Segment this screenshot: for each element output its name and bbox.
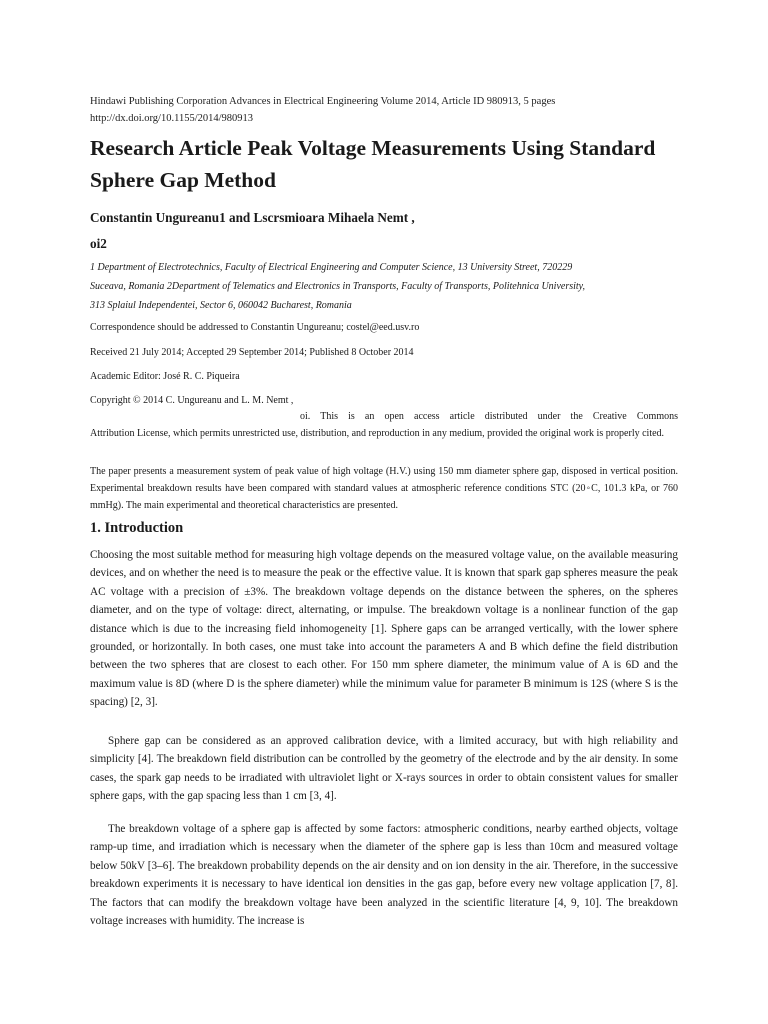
affiliation-line-2: Suceava, Romania 2Department of Telematics and Electronics in Transports, Faculty of Transports, Politehnica University, bbox=[90, 281, 586, 292]
intro-paragraph-3: The breakdown voltage of a sphere gap is affected by some factors: atmospheric conditions, nearby earthed objects, voltage ramp-up time, and irradiation which is necessary when the diameter of the sphere gap is less than 10cm and measured voltage below 50kV [3–6]. The breakdown probability depends on the air density and on ion density in the air. Therefore, in the successive breakdown experiments it is necessary to have identical ion densities in the gas gap, before every new voltage application [7, 8]. The factors that can modify the breakdown voltage have been analyzed in the scientific literature [4, 9, 10]. The breakdown voltage increases with humidity. The increase is bbox=[90, 823, 678, 928]
article-title: Research Article Peak Voltage Measurements Using Standard Sphere Gap Method bbox=[90, 136, 656, 192]
copyright-notice: Copyright © 2014 C. Ungureanu and L. M. Nemt , bbox=[90, 395, 294, 406]
doi-link[interactable]: http://dx.doi.org/10.1155/2014/980913 bbox=[90, 113, 254, 124]
journal-header bbox=[90, 93, 678, 127]
authors-line-1: Constantin Ungureanu1 and Lscrsmioara Mihaela Nemt , bbox=[90, 210, 415, 225]
intro-paragraph-2: Sphere gap can be considered as an approved calibration device, with a limited accuracy, but with high reliability and simplicity [4]. The breakdown field distribution can be controlled by the geometry of the electrode and by the air density. In some cases, the spark gap needs to be irradiated with ultraviolet light or X-rays sources in order to obtain consistent values for smaller sphere gaps, with the gap spacing less than 1 cm [3, 4]. bbox=[90, 735, 678, 803]
license-lead: oi. This is an open access article distributed under the Creative Commons bbox=[300, 411, 678, 422]
authors-line-2: oi2 bbox=[90, 236, 107, 251]
intro-paragraph-1: Choosing the most suitable method for measuring high voltage depends on the measured voltage value, on the available measuring devices, and on whether the need is to measure the peak or the effective value. It is known that spark gap spheres measure the peak AC voltage with a precision of ±3%. The breakdown voltage depends on the distance between the spheres, on the spheres diameter, and on the type of voltage: direct, alternating, or impulse. The breakdown voltage is a nonlinear function of the gap distance which is due to the increasing field inhomogeneity [1]. Sphere gaps can be arranged vertically, with the lower sphere grounded, or horizontally. In both cases, one must take into account the parameters A and B which define the field distribution between the two spheres that are closest to each other. For 150 mm sphere diameter, the minimum value of A is 6D and the maximum value is 8D (where D is the sphere diameter) while the minimum value for parameter B minimum is 12S (where S is the spacing) [2, 3]. bbox=[90, 549, 678, 709]
correspondence: Correspondence should be addressed to Constantin Ungureanu; costel@eed.usv.ro bbox=[90, 322, 420, 333]
affiliation-line-1: 1 Department of Electrotechnics, Faculty of Electrical Engineering and Computer Science, 13 University Street, 720229 bbox=[90, 262, 573, 273]
publication-dates: Received 21 July 2014; Accepted 29 September 2014; Published 8 October 2014 bbox=[90, 347, 414, 358]
abstract: The paper presents a measurement system of peak value of high voltage (H.V.) using 150 mm diameter sphere gap, disposed in vertical position. Experimental breakdown results have been compared with standard values at atmospheric reference conditions STC (20◦C, 101.3 kPa, or 760 mmHg). The main experimental and theoretical characteristics are presented. bbox=[90, 466, 678, 511]
journal-citation: Hindawi Publishing Corporation Advances in Electrical Engineering Volume 2014, Article ID 980913, 5 pages bbox=[90, 96, 556, 107]
author-list bbox=[90, 205, 678, 257]
affiliation-line-3: 313 Splaiul Independentei, Sector 6, 060042 Bucharest, Romania bbox=[90, 300, 352, 311]
license-text: Attribution License, which permits unrestricted use, distribution, and reproduction in any medium, provided the original work is properly cited. bbox=[90, 428, 665, 439]
section-heading: 1. Introduction bbox=[90, 520, 184, 536]
affiliations bbox=[90, 258, 678, 315]
academic-editor: Academic Editor: José R. C. Piqueira bbox=[90, 371, 240, 382]
document-page bbox=[90, 0, 678, 1024]
license-statement bbox=[90, 408, 678, 442]
